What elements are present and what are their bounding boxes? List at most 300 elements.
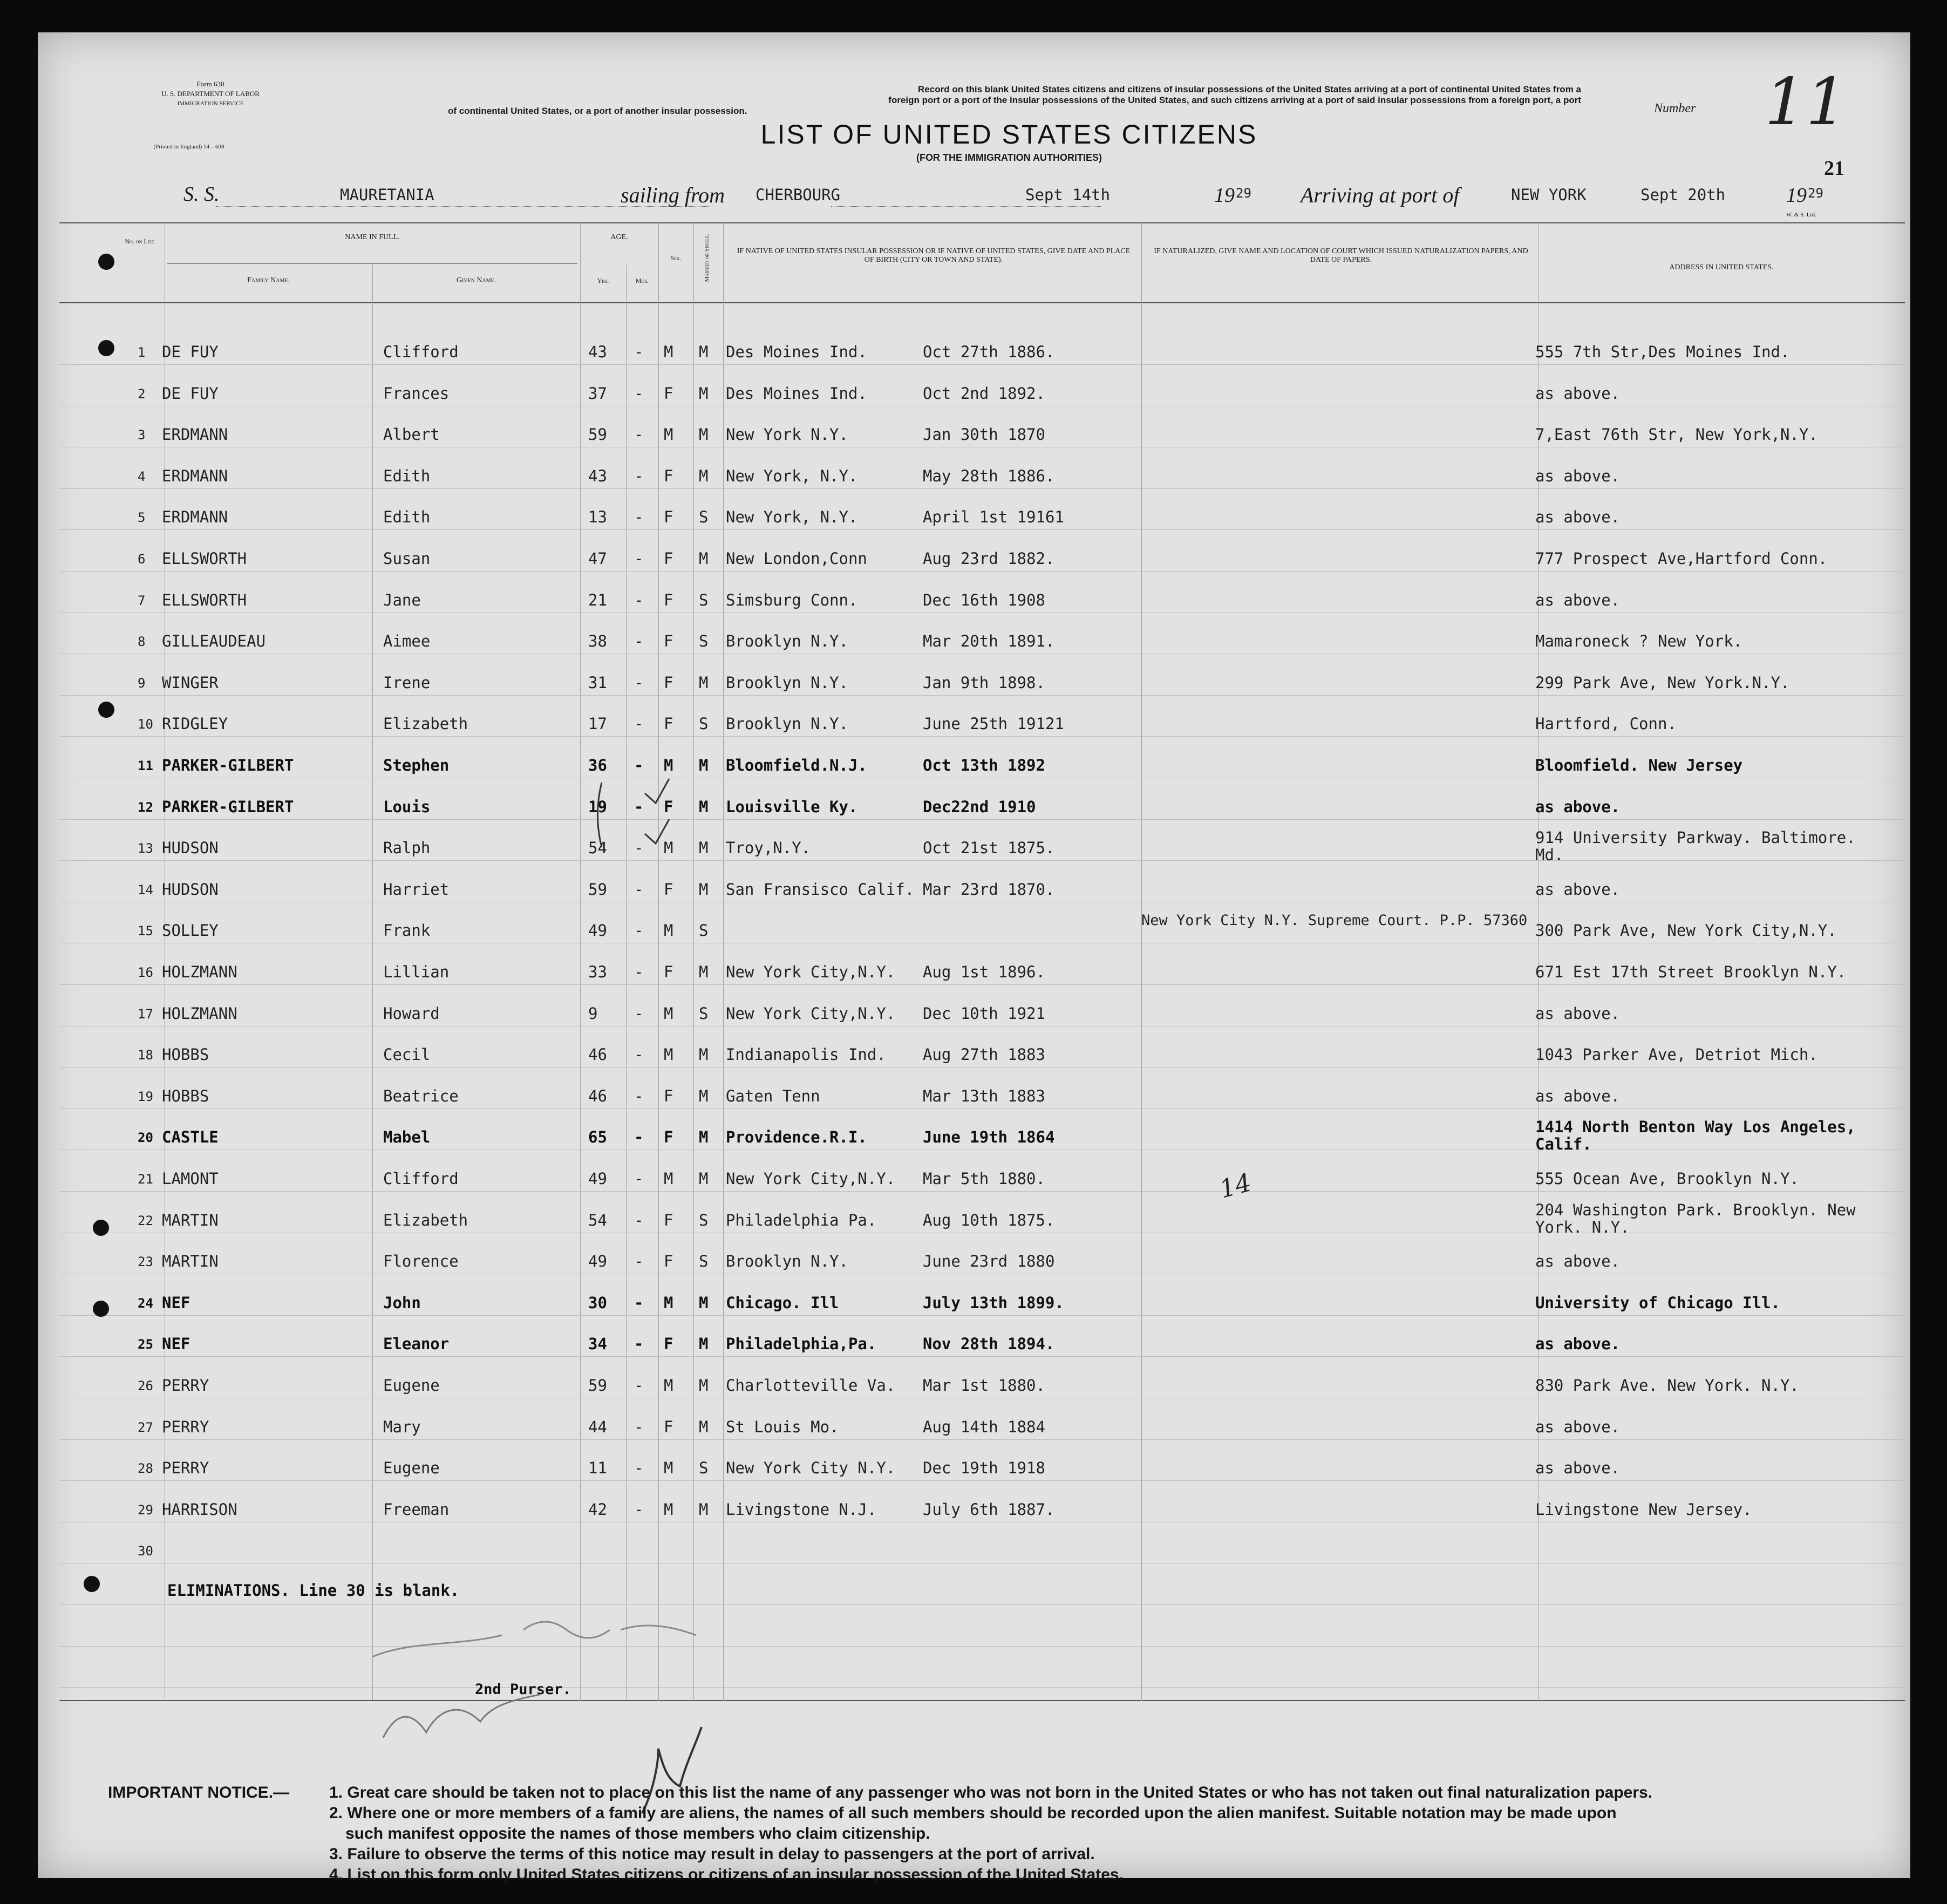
row-given: Florence [383,1252,459,1271]
row-mos: - [634,1211,644,1229]
row-ms: M [699,880,709,899]
row-family: MARTIN [162,1252,219,1271]
row-place: Brooklyn N.Y. [726,673,848,692]
row-addr: 671 Est 17th Street Brooklyn N.Y. [1535,963,1847,981]
row-ms: M [699,1045,709,1064]
row-family: ERDMANN [162,508,228,527]
table-row [38,508,1910,540]
row-addr: 1414 North Benton Way Los Angeles, Calif. [1535,1118,1856,1154]
row-date: Aug 1st 1896. [923,963,1045,981]
row-date: Mar 23rd 1870. [923,880,1055,899]
row-place: Simsburg Conn. [726,590,858,609]
sailing-label: sailing from [621,183,725,207]
notice-item-2b: such manifest opposite the names of those members who claim citizenship. [345,1825,930,1842]
row-mos: - [634,549,644,568]
row-given: Albert [383,425,440,444]
row-no: 30 [138,1543,153,1559]
row-family: PERRY [162,1459,209,1478]
row-family: HOBBS [162,1086,209,1105]
row-no: 3 [138,427,146,443]
row-age: 30 [588,1293,607,1312]
row-date: July 6th 1887. [923,1500,1055,1519]
table-row [38,1335,1910,1367]
number-value: 11 [1765,65,1847,140]
table-row [38,425,1910,458]
row-age: 19 [588,797,607,816]
row-family: HUDSON [162,839,219,858]
punch-hole [98,702,114,718]
row-date: June 25th 19121 [923,715,1064,733]
row-ms: M [699,1417,709,1436]
row-given: Freeman [383,1500,450,1519]
row-age: 59 [588,425,607,444]
row-no: 2 [138,386,146,402]
row-ms: M [699,549,709,568]
row-date: Jan 30th 1870 [923,425,1045,444]
row-given: Harriet [383,880,450,899]
row-addr: as above. [1535,1252,1621,1271]
row-place: New York City N.Y. [726,1459,896,1478]
table-row [38,1087,1910,1119]
row-date: Dec 19th 1918 [923,1459,1045,1478]
table-row [38,1418,1910,1450]
table-bottom-rule [59,1700,1905,1701]
notice-item-1: 1. Great care should be taken not to place on this list the name of any passenger who was not born in the United States or who has not taken out final naturalization papers. [329,1784,1653,1801]
record-note-line: Record on this blank United States citizens and citizens of insular possessions of the United States arriving at a port of continental United States from a [918,84,1581,94]
row-age: 59 [588,1376,607,1395]
row-family: GILLEAUDEAU [162,632,266,651]
row-age: 49 [588,1252,607,1271]
row-mos: - [634,1128,644,1147]
table-row [38,1118,1910,1160]
row-given: Susan [383,549,431,568]
row-date: Dec 16th 1908 [923,590,1045,609]
row-date: Oct 2nd 1892. [923,384,1045,403]
row-place: New York City,N.Y. [726,963,896,981]
row-date: Dec22nd 1910 [923,797,1036,816]
row-no: 29 [138,1502,153,1518]
col-name-in-full: NAME IN FULL. [345,233,400,241]
row-ms: M [699,1086,709,1105]
service: IMMIGRATION SERVICE [177,100,244,107]
arrive-year: 29 [1808,186,1823,201]
purser-signature-title: 2nd Purser. [475,1681,571,1698]
row-date: Oct 27th 1886. [923,343,1055,361]
table-row [38,674,1910,706]
row-mos: - [634,343,644,361]
row-age: 54 [588,839,607,858]
row-sex: F [664,632,673,651]
row-place: Livingstone N.J. [726,1500,877,1519]
row-family: DE FUY [162,384,219,403]
row-given: Jane [383,590,421,609]
row-place: Louisville Ky. [726,797,858,816]
row-nat: New York City N.Y. Supreme Court. P.P. 57360 [1141,912,1528,929]
row-sex: M [664,343,673,361]
row-no: 15 [138,923,153,939]
row-no: 5 [138,510,146,526]
row-sex: M [664,1169,673,1188]
record-note-line: of continental United States, or a port of another insular possession. [448,106,747,116]
row-sex: M [664,839,673,858]
col-naturalized: IF NATURALIZED, GIVE NAME AND LOCATION OF COURT WHICH ISSUED NATURALIZATION PAPERS, AND DATE OF PAPERS. [1154,247,1528,264]
table-top-rule [59,222,1905,223]
department: U. S. DEPARTMENT OF LABOR [161,90,260,98]
row-no: 1 [138,345,146,360]
arrive-date: Sept 20th [1640,186,1726,204]
row-ms: M [699,797,709,816]
row-no: 17 [138,1006,153,1022]
row-sex: F [664,715,673,733]
row-addr: 204 Washington Park. Brooklyn. New York. N.Y. [1535,1200,1856,1236]
row-date: June 19th 1864 [923,1128,1055,1147]
voyage-line [146,178,1835,210]
row-age: 34 [588,1335,607,1354]
row-sex: F [664,880,673,899]
row-age: 46 [588,1045,607,1064]
row-no: 4 [138,468,146,484]
table-row [38,343,1910,375]
punch-hole [98,340,114,356]
table-row [38,467,1910,499]
row-addr: 777 Prospect Ave,Hartford Conn. [1535,549,1828,568]
row-mos: - [634,1045,644,1064]
row-place: Des Moines Ind. [726,384,867,403]
row-no: 12 [138,799,153,815]
row-family: PERRY [162,1417,209,1436]
row-family: NEF [162,1335,190,1354]
row-family: LAMONT [162,1169,219,1188]
eliminations-note: ELIMINATIONS. Line 30 is blank. [167,1581,460,1600]
row-mos: - [634,1500,644,1519]
row-place: New York, N.Y. [726,508,858,527]
row-ms: M [699,425,709,444]
depart-year-prefix: 19 [1214,184,1235,207]
row-age: 44 [588,1417,607,1436]
row-age: 21 [588,590,607,609]
row-ms: S [699,632,709,651]
punch-hole [84,1576,100,1592]
notice-heading: IMPORTANT NOTICE.— [108,1784,290,1801]
row-sex: F [664,1252,673,1271]
row-sex: M [664,1293,673,1312]
table-header-rule [59,302,1905,303]
row-date: Aug 10th 1875. [923,1211,1055,1229]
col-yrs: Yrs. [597,277,609,284]
row-sex: M [664,1045,673,1064]
row-mos: - [634,466,644,485]
row-ms: S [699,1211,709,1229]
row-family: PERRY [162,1376,209,1395]
row-addr: 914 University Parkway. Baltimore. Md. [1535,828,1856,865]
row-date: Dec 10th 1921 [923,1004,1045,1023]
check-marks [591,772,677,853]
row-addr: Hartford, Conn. [1535,715,1677,733]
row-age: 47 [588,549,607,568]
row-no: 11 [138,758,153,773]
row-no: 24 [138,1295,153,1311]
row-place: Brooklyn N.Y. [726,715,848,733]
col-mos: Mos. [636,277,649,284]
table-row [38,715,1910,747]
row-ms: S [699,715,709,733]
row-sex: F [664,590,673,609]
row-ms: S [699,1459,709,1478]
row-mos: - [634,963,644,981]
punch-hole [93,1220,109,1236]
row-mos: - [634,1004,644,1023]
row-age: 43 [588,466,607,485]
row-addr: as above. [1535,1335,1621,1354]
row-addr: 7,East 76th Str, New York,N.Y. [1535,425,1818,444]
row-place: San Fransisco Calif. [726,880,915,899]
row-addr: as above. [1535,1459,1621,1478]
printer-mark: W. & S. Ltd. [1786,212,1816,218]
row-mos: - [634,1335,644,1354]
row-place: Indianapolis Ind. [726,1045,886,1064]
ship-name: MAURETANIA [340,186,434,204]
row-mos: - [634,1086,644,1105]
row-addr: as above. [1535,880,1621,899]
row-addr: 300 Park Ave, New York City,N.Y. [1535,921,1837,940]
row-mos: - [634,921,644,940]
row-date: Nov 28th 1894. [923,1335,1055,1354]
row-age: 42 [588,1500,607,1519]
row-family: DE FUY [162,343,219,361]
table-row [38,1294,1910,1326]
row-family: ERDMANN [162,466,228,485]
row-date: Oct 13th 1892 [923,756,1045,774]
arriving-label: Arriving at port of [1301,183,1460,207]
row-age: 31 [588,673,607,692]
row-sex: M [664,1500,673,1519]
row-date: Aug 23rd 1882. [923,549,1055,568]
row-sex: F [664,797,673,816]
table-row [38,632,1910,664]
row-ms: M [699,756,709,774]
row-place: Philadelphia,Pa. [726,1335,877,1354]
form-number: Form 630 [196,80,224,88]
row-sex: M [664,425,673,444]
row-age: 38 [588,632,607,651]
row-no: 10 [138,717,153,732]
row-mos: - [634,715,644,733]
row-mos: - [634,1376,644,1395]
page-title: LIST OF UNITED STATES CITIZENS [760,119,1258,149]
row-ms: M [699,673,709,692]
row-place: St Louis Mo. [726,1417,839,1436]
row-given: Eleanor [383,1335,450,1354]
row-ms: M [699,343,709,361]
table-row [38,1004,1910,1037]
row-place: Brooklyn N.Y. [726,632,848,651]
row-sex: F [664,1211,673,1229]
row-age: 33 [588,963,607,981]
row-ms: M [699,963,709,981]
row-sex: M [664,756,673,774]
row-given: Lillian [383,963,450,981]
row-ms: S [699,921,709,940]
row-age: 49 [588,921,607,940]
row-place: New York City,N.Y. [726,1004,896,1023]
depart-year: 29 [1236,186,1251,201]
row-family: ELLSWORTH [162,590,247,609]
row-date: Oct 21st 1875. [923,839,1055,858]
notice-item-4: 4. List on this form only United States citizens or citizens of an insular possession of the United States. [329,1866,1124,1883]
row-family: HOLZMANN [162,1004,237,1023]
row-sex: F [664,1335,673,1354]
row-no: 25 [138,1337,153,1352]
row-mos: - [634,1459,644,1478]
row-sex: F [664,673,673,692]
col-family: Family Name. [247,276,290,284]
row-ms: M [699,1128,709,1147]
row-addr: as above. [1535,1086,1621,1105]
row-no: 13 [138,841,153,856]
row-ms: M [699,1169,709,1188]
row-mos: - [634,797,644,816]
table-row [38,384,1910,417]
row-addr: Mamaroneck ? New York. [1535,632,1743,651]
table-row [38,963,1910,995]
col-given: Given Name. [456,276,496,284]
to-port: NEW YORK [1511,186,1587,204]
row-place: New York City,N.Y. [726,1169,896,1188]
col-married: Married or Single. [704,234,710,282]
row-family: HOLZMANN [162,963,237,981]
row-date: Mar 13th 1883 [923,1086,1045,1105]
row-given: Eugene [383,1376,440,1395]
row-addr: University of Chicago Ill. [1535,1293,1780,1312]
row-addr: as above. [1535,466,1621,485]
row-age: 9 [588,1004,598,1023]
row-addr: 1043 Parker Ave, Detriot Mich. [1535,1045,1818,1064]
row-addr: as above. [1535,590,1621,609]
row-family: CASTLE [162,1128,219,1147]
row-sex: F [664,466,673,485]
row-age: 65 [588,1128,607,1147]
row-no: 14 [138,882,153,897]
row-age: 46 [588,1086,607,1105]
row-addr: as above. [1535,797,1621,816]
row-place: Brooklyn N.Y. [726,1252,848,1271]
row-given: Elizabeth [383,715,468,733]
row-addr: Livingstone New Jersey. [1535,1500,1752,1519]
row-ms: M [699,839,709,858]
row-guide-line [59,1604,1905,1605]
row-mos: - [634,1252,644,1271]
row-no: 28 [138,1461,153,1477]
row-no: 22 [138,1213,153,1228]
row-mos: - [634,425,644,444]
row-mos: - [634,1417,644,1436]
row-no: 21 [138,1172,153,1187]
row-given: Howard [383,1004,440,1023]
from-port: CHERBOURG [755,186,841,204]
row-mos: - [634,590,644,609]
table-row [38,1045,1910,1078]
row-family: HOBBS [162,1045,209,1064]
row-no: 8 [138,634,146,650]
row-place: New York, N.Y. [726,466,858,485]
row-addr: 555 7th Str,Des Moines Ind. [1535,343,1790,361]
row-no: 26 [138,1378,153,1393]
printed-note: (Printed in England) 14—608 [153,144,224,150]
row-age: 49 [588,1169,607,1188]
row-age: 59 [588,880,607,899]
row-date: May 28th 1886. [923,466,1055,485]
row-family: HUDSON [162,880,219,899]
arrive-year-prefix: 19 [1786,184,1807,207]
row-ms: S [699,508,709,527]
row-age: 36 [588,756,607,774]
row-ms: M [699,1293,709,1312]
row-date: Mar 1st 1880. [923,1376,1045,1395]
row-family: HARRISON [162,1500,237,1519]
row-place: Bloomfield.N.J. [726,756,867,774]
row-given: Irene [383,673,431,692]
row-mos: - [634,1169,644,1188]
row-sex: F [664,549,673,568]
table-row [38,1169,1910,1202]
table-row [38,912,1910,954]
row-ms: S [699,590,709,609]
row-sex: M [664,921,673,940]
row-family: SOLLEY [162,921,219,940]
table-row [38,1500,1910,1533]
row-given: Elizabeth [383,1211,468,1229]
col-birth: IF NATIVE OF UNITED STATES INSULAR POSSESSION OR IF NATIVE OF UNITED STATES, GIVE DATE AND PLACE OF BIRTH (CITY OR TOWN AND STATE). [737,247,1131,264]
row-given: Mabel [383,1128,431,1147]
row-date: April 1st 19161 [923,508,1064,527]
row-mos: - [634,632,644,651]
table-row [38,549,1910,582]
row-given: Cecil [383,1045,431,1064]
row-given: John [383,1293,421,1312]
table-row [38,1200,1910,1243]
page-number: 21 [1824,157,1844,180]
row-place: New York N.Y. [726,425,848,444]
row-place: Chicago. Ill [726,1293,839,1312]
row-place: New London,Conn [726,549,867,568]
row-given: Edith [383,508,431,527]
row-given: Frances [383,384,450,403]
row-sex: F [664,1086,673,1105]
table-row [38,798,1910,830]
row-ms: M [699,1335,709,1354]
row-ms: M [699,1500,709,1519]
row-mos: - [634,756,644,774]
row-date: Jan 9th 1898. [923,673,1045,692]
row-given: Beatrice [383,1086,459,1105]
row-sex: F [664,963,673,981]
row-date: Mar 20th 1891. [923,632,1055,651]
row-family: PARKER-GILBERT [162,756,294,774]
row-age: 11 [588,1459,607,1478]
number-label: Number [1654,101,1696,115]
row-mos: - [634,880,644,899]
row-mos: - [634,384,644,403]
table-row [38,880,1910,913]
row-addr: Bloomfield. New Jersey [1535,756,1743,774]
row-given: Mary [383,1417,421,1436]
row-place: Charlotteville Va. [726,1376,896,1395]
row-given: Clifford [383,343,459,361]
row-sex: F [664,508,673,527]
row-mos: - [634,508,644,527]
row-addr: 830 Park Ave. New York. N.Y. [1535,1376,1799,1395]
row-addr: as above. [1535,508,1621,527]
